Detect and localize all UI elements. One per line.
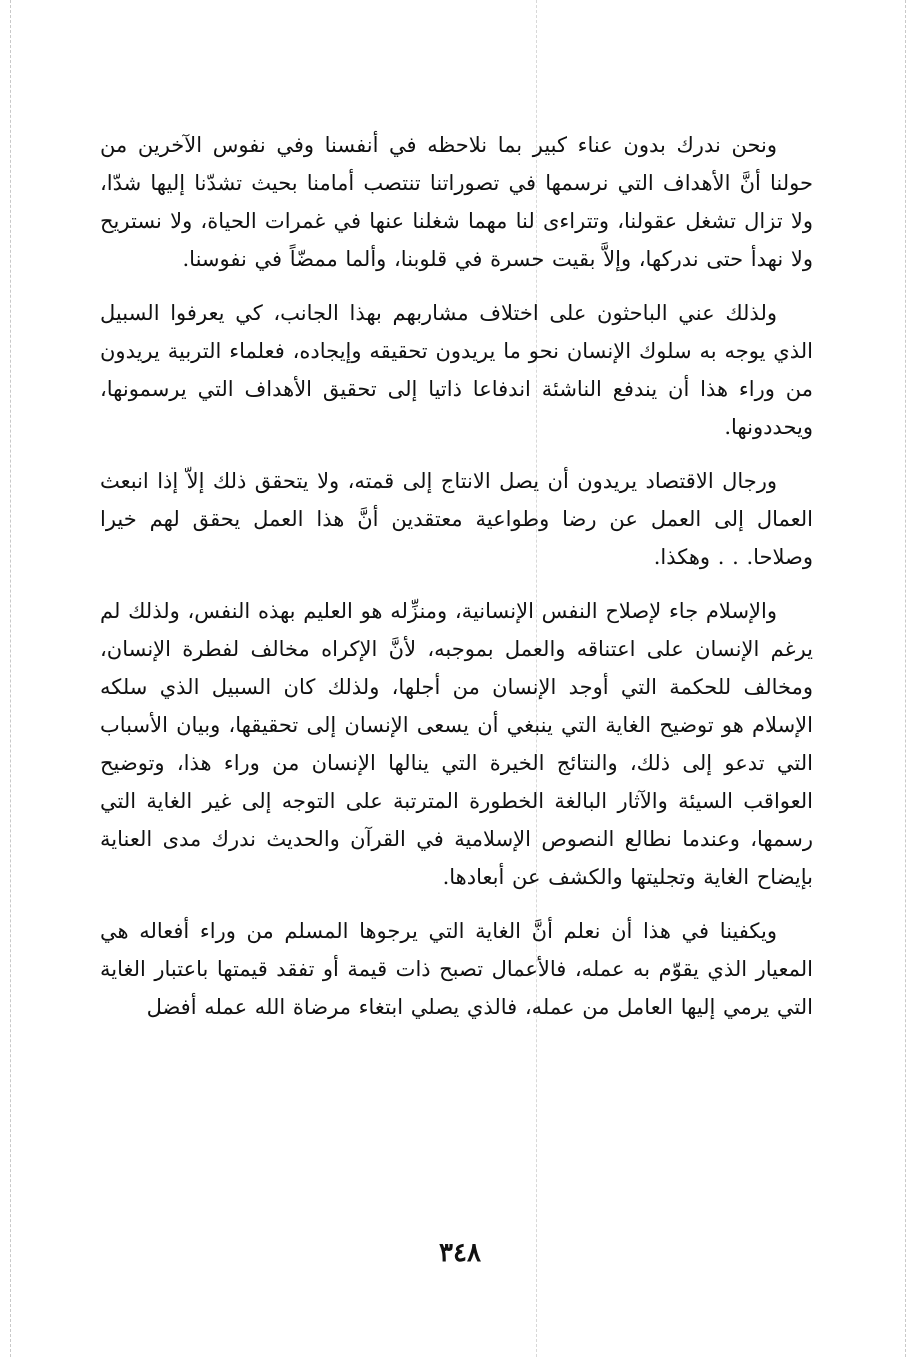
paragraph-3: ورجال الاقتصاد يريدون أن يصل الانتاج إلى قمته، ولا يتحقق ذلك إلاّ إذا انبعث العمال إلى العمل عن رضا وطواعية معتقدين أنَّ هذا العمل يحقق لهم خيرا وصلاحا. . . وهكذا. (100, 469, 813, 569)
page-number: ٣٤٨ (439, 1238, 481, 1268)
scan-margin-line-left (10, 0, 11, 1357)
paragraph-2: ولذلك عني الباحثون على اختلاف مشاربهم بهذا الجانب، كي يعرفوا السبيل الذي يوجه به سلوك الإنسان نحو ما يريدون تحقيقه وإيجاده، فعلماء التربية يريدون من وراء هذا أن يندفع الناشئة اندفاعا ذاتيا إلى تحقيق الأهداف التي يرسمونها، ويحددونها. (100, 301, 813, 439)
paragraph-1: ونحن ندرك بدون عناء كبير بما نلاحظه في أنفسنا وفي نفوس الآخرين من حولنا أنَّ الأهداف التي نرسمها في تصوراتنا تنتصب أمامنا بحيث تشدّنا إليها شدّا، ولا تزال تشغل عقولنا، وتتراءى لنا مهما شغلنا عنها في غمرات الحياة، ولا نستريح ولا نهدأ حتى ندركها، وإلاَّ بقيت حسرة في قلوبنا، وألما ممضّاً في نفوسنا. (100, 133, 813, 271)
paragraph-5: ويكفينا في هذا أن نعلم أنَّ الغاية التي يرجوها المسلم من وراء أفعاله هي المعيار الذي يقوّم به عمله، فالأعمال تصبح ذات قيمة أو تفقد قيمتها باعتبار الغاية التي يرمي إليها العامل من عمله، فالذي يصلي ابتغاء مرضاة الله عمله أفضل (100, 919, 813, 1019)
paragraph-4: والإسلام جاء لإصلاح النفس الإنسانية، ومنزِّله هو العليم بهذه النفس، ولذلك لم يرغم الإنسان على اعتناقه والعمل بموجبه، لأنَّ الإكراه مخالف لفطرة الإنسان، ومخالف للحكمة التي أوجد الإنسان من أجلها، ولذلك كان السبيل الذي سلكه الإسلام هو توضيح الغاية التي ينبغي أن يسعى الإنسان إلى تحقيقها، وبيان الأسباب التي تدعو إلى ذلك، والنتائج الخيرة التي ينالها الإنسان من وراء هذا، وتوضيح العواقب السيئة والآثار البالغة الخطورة المترتبة على التوجه إلى غير الغاية التي رسمها، وعندما نطالع النصوص الإسلامية في القرآن والحديث ندرك مدى العناية بإيضاح الغاية وتجليتها والكشف عن أبعادها. (100, 599, 813, 889)
page-body (100, 126, 813, 1042)
scan-margin-line-right (905, 0, 906, 1357)
